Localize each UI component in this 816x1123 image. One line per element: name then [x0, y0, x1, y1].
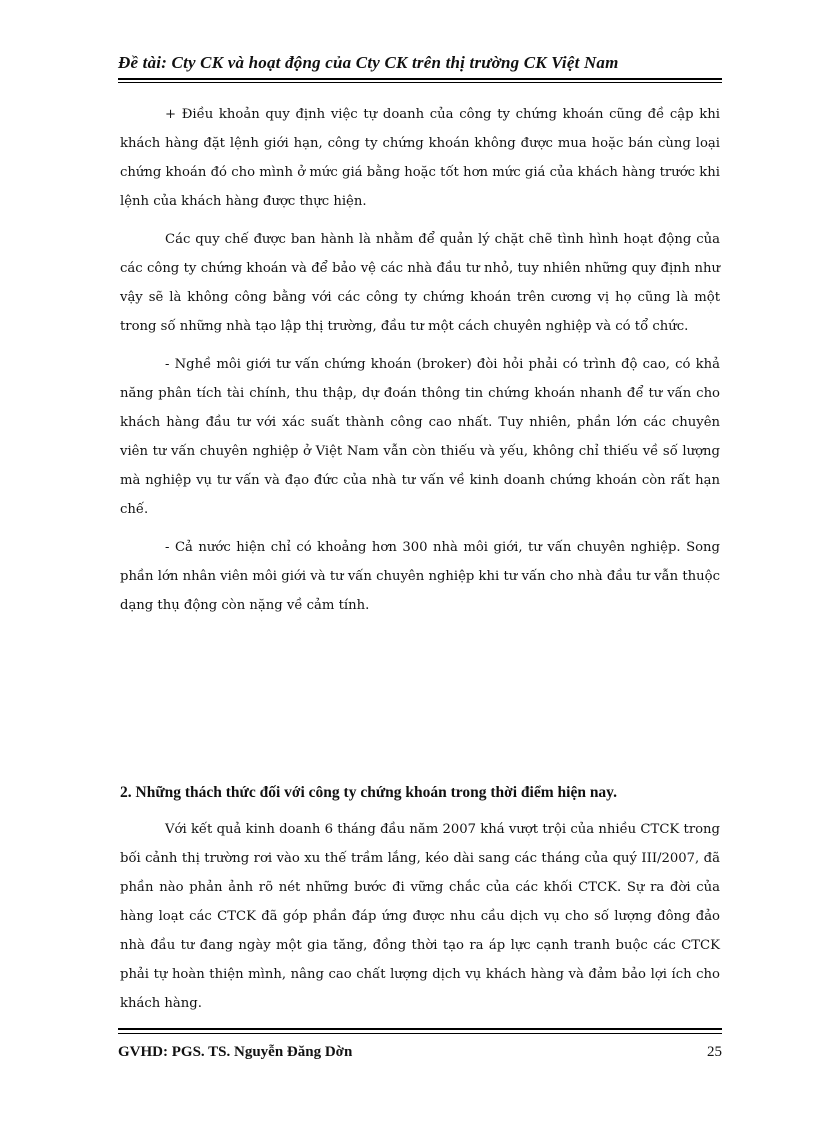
paragraph: Với kết quả kinh doanh 6 tháng đầu năm 2007 khá vượt trội của nhiều CTCK trong bối cảnh thị trường rơi vào xu thế trầm lắng, kéo dài sang các tháng của quý III/2007, đã phần nào phản ảnh rõ nét những bước đi vững chắc của các khối CTCK. Sự ra đời của hàng loạt các CTCK đã góp phần đáp ứng được nhu cầu dịch vụ cho số lượng đông đảo nhà đầu tư đang ngày một gia tăng, đồng thời tạo ra áp lực cạnh tranh buộc các CTCK phải tự hoàn thiện mình, nâng cao chất lượng dịch vụ khách hàng và đảm bảo lợi ích cho khách hàng.: [120, 822, 720, 1011]
paragraph: Các quy chế được ban hành là nhằm để quản lý chặt chẽ tình hình hoạt động của các công ty chứng khoán và để bảo vệ các nhà đầu tư nhỏ, tuy nhiên những quy định như vậy sẽ là không công bằng với các công ty chứng khoán trên cương vị họ cũng là một trong số những nhà tạo lập thị trường, đầu tư một cách chuyên nghiệp và có tổ chức.: [120, 232, 720, 334]
paragraph: - Cả nước hiện chỉ có khoảng hơn 300 nhà môi giới, tư vấn chuyên nghiệp. Song phần lớn nhân viên môi giới và tư vấn chuyên nghiệp khi tư vấn cho nhà đầu tư vẫn thuộc dạng thụ động còn nặng về cảm tính.: [120, 540, 720, 613]
header-rule-thick: [118, 78, 722, 80]
paragraph: + Điều khoản quy định việc tự doanh của công ty chứng khoán cũng đề cập khi khách hàng đặt lệnh giới hạn, công ty chứng khoán không được mua hoặc bán cùng loại chứng khoán đó cho mình ở mức giá bằng hoặc tốt hơn mức giá của khách hàng trước khi lệnh của khách hàng được thực hiện.: [120, 107, 720, 209]
footer-rule-thick: [118, 1028, 722, 1030]
page-header: [118, 50, 722, 83]
paragraph: - Nghề môi giới tư vấn chứng khoán (broker) đòi hỏi phải có trình độ cao, có khả năng phân tích tài chính, thu thập, dự đoán thông tin chứng khoán nhanh để tư vấn cho khách hàng đầu tư với xác suất thành công cao nhất. Tuy nhiên, phần lớn các chuyên viên tư vấn chuyên nghiệp ở Việt Nam vẫn còn thiếu và yếu, không chỉ thiếu về số lượng mà nghiệp vụ tư vấn và đạo đức của nhà tư vấn về kinh doanh chứng khoán còn rất hạn chế.: [120, 357, 720, 517]
section-2-body: [120, 815, 720, 1027]
footer-rule-thin: [118, 1033, 722, 1034]
section-1-body: [120, 100, 720, 629]
page-footer: [118, 1028, 722, 1061]
supervisor-credit: GVHD: PGS. TS. Nguyễn Đăng Dờn: [118, 1044, 353, 1060]
section-2-heading: 2. Những thách thức đối với công ty chứng khoán trong thời điểm hiện nay.: [120, 784, 617, 801]
header-rule-thin: [118, 82, 722, 83]
document-title: Đề tài: Cty CK và hoạt động của Cty CK trên thị trường CK Việt Nam: [118, 53, 619, 72]
page-number: 25: [707, 1044, 722, 1060]
